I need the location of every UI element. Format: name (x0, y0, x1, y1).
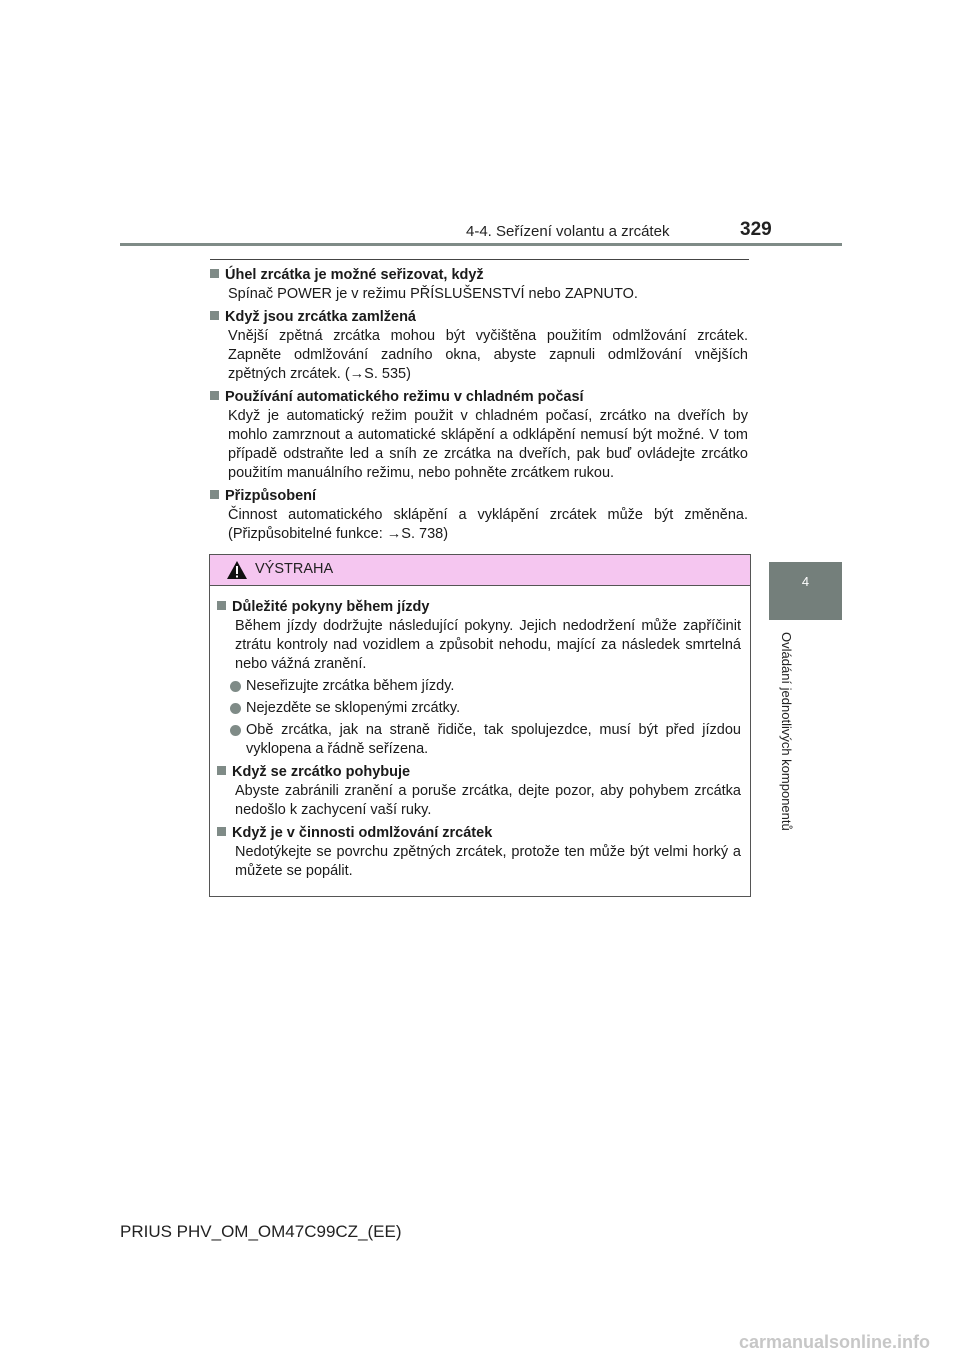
info-section-body: Vnější zpětná zrcátka mohou být vyčištěna použitím odmlžování zrcátek. Zapněte odmlžování zadního okna, abyste zapnuli odmlžování vnějších zpětných zrcátek. (→S. 535) (228, 328, 748, 382)
watermark: carmanualsonline.info (739, 1332, 931, 1352)
square-bullet-icon (210, 490, 219, 499)
warning-triangle-icon (226, 560, 248, 580)
list-item: Nejezděte se sklopenými zrcátky. (230, 699, 741, 718)
info-section-title: Používání automatického režimu v chladném počasí (225, 389, 584, 405)
warning-section-body: Abyste zabránili zranění a poruše zrcátka, dejte pozor, aby pohybem zrcátka nedošlo k zachycení vaší ruky. (235, 783, 741, 818)
info-section-body: Spínač POWER je v režimu PŘÍSLUŠENSTVÍ nebo ZAPNUTO. (228, 286, 638, 302)
warning-section-title: Důležité pokyny během jízdy (232, 599, 430, 615)
warning-section-title: Když se zrcátko pohybuje (232, 764, 411, 780)
info-section-body: Když je automatický režim použit v chladném počasí, zrcátko na dveřích by mohlo zamrznout a automatické sklápění a odklápění nemusí být možné. V tom případě odstraňte led a sníh ze zrcátka na dveřích, pak buď ovládejte zrcátko použitím manuálního režimu, nebo pohněte zrcátkem rukou. (228, 408, 748, 481)
content-top-rule (210, 259, 749, 260)
info-section (210, 266, 748, 304)
warning-section (217, 763, 741, 820)
document-code: PRIUS PHV_OM_OM47C99CZ_(EE) (120, 1222, 402, 1241)
warning-section (217, 824, 741, 881)
info-section (210, 388, 748, 483)
square-bullet-icon (217, 827, 226, 836)
warning-body (210, 586, 750, 881)
chapter-label (781, 632, 807, 856)
chapter-number: 4 (801, 574, 810, 589)
info-section-title: Úhel zrcátka je možné seřizovat, když (225, 267, 484, 283)
section-title: 4-4. Seřízení volantu a zrcátek (466, 223, 670, 240)
round-bullet-icon (230, 681, 241, 692)
info-section-title: Přizpůsobení (225, 488, 317, 504)
warning-section-body: Nedotýkejte se povrchu zpětných zrcátek, protože ten může být velmi horký a můžete se popálit. (235, 844, 741, 879)
square-bullet-icon (217, 601, 226, 610)
warning-header (210, 555, 750, 586)
list-item: Neseřizujte zrcátka během jízdy. (230, 677, 741, 696)
square-bullet-icon (217, 766, 226, 775)
square-bullet-icon (210, 391, 219, 400)
round-bullet-icon (230, 703, 241, 714)
chapter-label-text: Ovládání jednotlivých komponentů (779, 632, 794, 831)
warning-box (209, 554, 751, 897)
chapter-tab (769, 562, 842, 620)
warning-section-body: Během jízdy dodržujte následující pokyny. Jejich nedodržení může zapříčinit ztrátu kontroly nad vozidlem a způsobit nehodu, mající za následek smrtelná nebo vážná zranění. (235, 618, 741, 672)
info-section (210, 487, 748, 544)
info-section-title: Když jsou zrcátka zamlžená (225, 309, 416, 325)
warning-section (217, 598, 741, 759)
info-section (210, 308, 748, 384)
square-bullet-icon (210, 311, 219, 320)
square-bullet-icon (210, 269, 219, 278)
round-bullet-icon (230, 725, 241, 736)
warning-title: VÝSTRAHA (255, 561, 334, 577)
list-item: Obě zrcátka, jak na straně řidiče, tak spolujezdce, musí být před jízdou vyklopena a řádně seřízena. (230, 721, 741, 759)
info-sections (210, 266, 748, 548)
warning-section-title: Když je v činnosti odmlžování zrcátek (232, 825, 493, 841)
page-number: 329 (740, 219, 772, 240)
header-rule (120, 243, 842, 246)
info-section-body: Činnost automatického sklápění a vyklápění zrcátek může být změněna. (Přizpůsobitelné funkce: →S. 738) (228, 507, 748, 542)
